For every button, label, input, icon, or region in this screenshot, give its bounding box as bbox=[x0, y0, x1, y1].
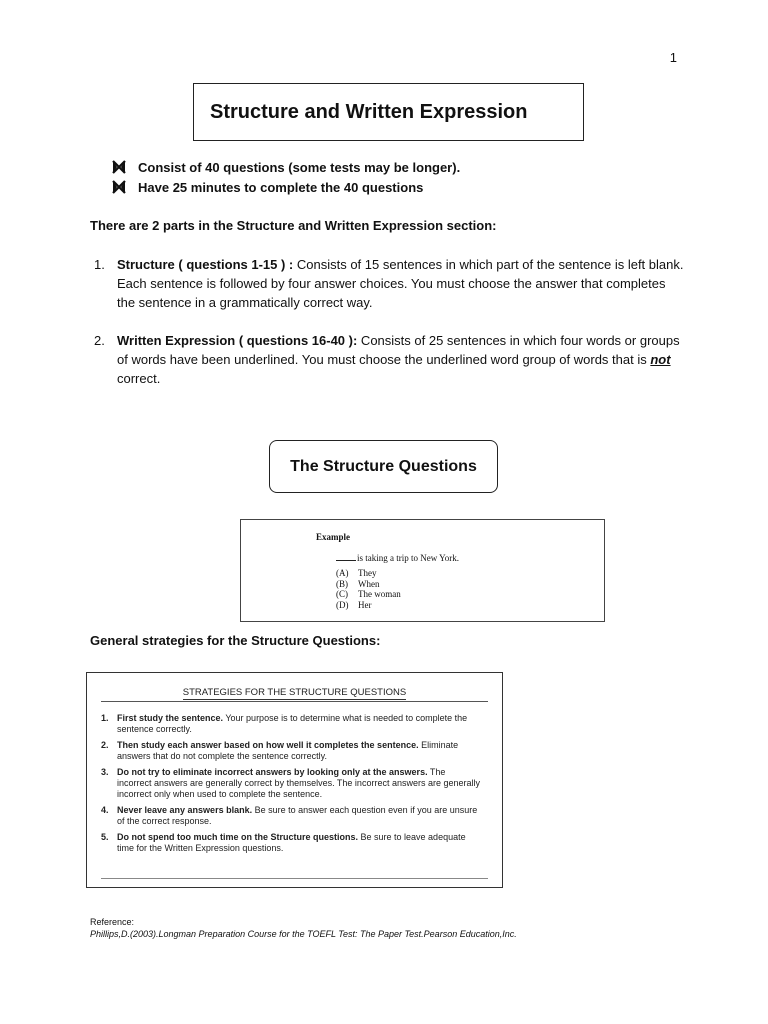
option-row bbox=[336, 600, 401, 611]
page-number: 1 bbox=[669, 50, 677, 65]
option-letter: (D) bbox=[336, 599, 349, 610]
list-item bbox=[94, 255, 684, 312]
divider bbox=[101, 878, 488, 879]
item-body bbox=[117, 331, 684, 388]
option-text: When bbox=[358, 578, 380, 589]
option-letter: (A) bbox=[336, 568, 349, 578]
bullet-list bbox=[112, 157, 460, 197]
strategy-item bbox=[101, 740, 481, 762]
strategy-item bbox=[101, 767, 481, 800]
parts-list bbox=[94, 255, 684, 407]
example-sentence-text: is taking a trip to New York. bbox=[357, 553, 459, 563]
reference-label: Reference: bbox=[90, 917, 135, 927]
strategy-bold: Never leave any answers blank. bbox=[117, 805, 253, 815]
section-heading: The Structure Questions bbox=[269, 440, 498, 493]
example-sentence bbox=[336, 553, 459, 563]
strategies-list bbox=[101, 713, 481, 859]
item-number: 2. bbox=[94, 333, 105, 348]
strategy-detail: Your purpose is to determine what is needed to complete the sentence correctly. bbox=[117, 713, 468, 734]
strategy-text bbox=[117, 832, 481, 854]
option-text: The woman bbox=[358, 589, 401, 599]
reference bbox=[90, 916, 517, 940]
intro-text: There are 2 parts in the Structure and Written Expression section: bbox=[90, 218, 497, 233]
strategies-box-title bbox=[101, 687, 488, 698]
strategy-number: 3. bbox=[101, 767, 109, 777]
strategies-box bbox=[86, 672, 503, 888]
strategy-number: 5. bbox=[101, 832, 109, 842]
strategy-bold: Do not try to eliminate incorrect answers by looking only at the answers. bbox=[117, 767, 428, 777]
strategy-item bbox=[101, 832, 481, 854]
example-label: Example bbox=[316, 532, 351, 542]
strategy-item bbox=[101, 805, 481, 827]
bullet-item bbox=[112, 157, 460, 177]
option-text: Her bbox=[358, 599, 372, 610]
example-options bbox=[336, 568, 401, 610]
blank-line bbox=[336, 560, 356, 561]
strategy-text bbox=[117, 740, 481, 762]
strategy-detail: Eliminate answers that do not complete the sentence correctly. bbox=[117, 740, 459, 761]
divider bbox=[101, 701, 488, 702]
strategy-text bbox=[117, 767, 481, 800]
strategy-detail: The incorrect answers are generally correct by themselves. The incorrect answers are generally incorrect only when used to complete the sentence. bbox=[117, 767, 480, 799]
strategy-bold: First study the sentence. bbox=[117, 713, 224, 723]
bullet-text: Consist of 40 questions (some tests may be longer). bbox=[138, 159, 461, 175]
option-row bbox=[336, 589, 401, 600]
strategy-detail: Be sure to leave adequate time for the Written Expression questions. bbox=[117, 832, 466, 853]
page-title: Structure and Written Expression bbox=[193, 83, 584, 141]
item-heading: Written Expression ( questions 16-40 ): bbox=[117, 333, 358, 348]
item-body bbox=[117, 255, 684, 312]
bowtie-bullet-icon bbox=[112, 160, 126, 174]
strategy-text bbox=[117, 713, 481, 735]
option-letter: (C) bbox=[336, 589, 348, 599]
strategy-number: 2. bbox=[101, 740, 109, 750]
item-text: Consists of 25 sentences in which four words or groups of words have been underlined. You must choose the underlined word group of words that is bbox=[117, 333, 680, 367]
strategy-bold: Do not spend too much time on the Structure questions. bbox=[117, 832, 359, 842]
option-text: They bbox=[358, 568, 377, 578]
strategy-number: 4. bbox=[101, 805, 109, 815]
strategy-item bbox=[101, 713, 481, 735]
item-heading: Structure ( questions 1-15 ) : bbox=[117, 257, 294, 272]
strategy-text bbox=[117, 805, 481, 827]
list-item bbox=[94, 331, 684, 388]
strategy-number: 1. bbox=[101, 713, 109, 723]
example-box bbox=[240, 519, 605, 622]
item-text-end: correct. bbox=[117, 371, 161, 386]
strategies-box-title-text: STRATEGIES FOR THE STRUCTURE QUESTIONS bbox=[182, 687, 407, 698]
item-number: 1. bbox=[94, 257, 105, 272]
strategy-bold: Then study each answer based on how well it completes the sentence. bbox=[117, 740, 419, 750]
option-letter: (B) bbox=[336, 578, 348, 589]
bowtie-bullet-icon bbox=[112, 180, 126, 194]
option-row bbox=[336, 579, 401, 590]
option-row bbox=[336, 568, 401, 579]
bullet-text: Have 25 minutes to complete the 40 questions bbox=[138, 179, 424, 195]
bullet-item bbox=[112, 177, 460, 197]
reference-citation: Phillips,D.(2003).Longman Preparation Course for the TOEFL Test: The Paper Test.Pearson Education,Inc. bbox=[90, 929, 517, 939]
emphasis-word: not bbox=[650, 352, 671, 367]
strategy-detail: Be sure to answer each question even if you are unsure of the correct response. bbox=[117, 805, 478, 826]
item-text: Consists of 15 sentences in which part of the sentence is left blank. Each sentence is followed by four answer choices. You must choose the answer that completes the sentence in a grammatically correct way. bbox=[117, 257, 684, 310]
strategies-heading: General strategies for the Structure Questions: bbox=[90, 633, 381, 648]
